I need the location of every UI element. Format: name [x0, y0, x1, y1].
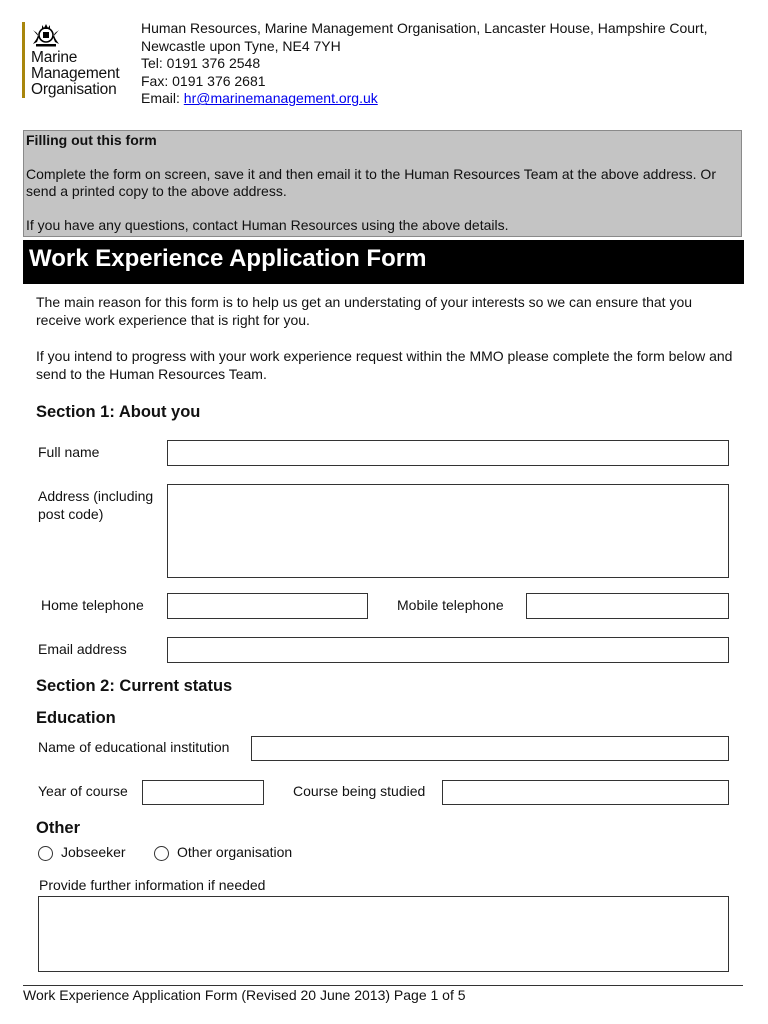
page-footer: Work Experience Application Form (Revised 20 June 2013) Page 1 of 5 — [23, 985, 743, 1003]
course-label: Course being studied — [293, 783, 426, 799]
mobile-telephone-label: Mobile telephone — [397, 597, 504, 613]
jobseeker-label: Jobseeker — [61, 844, 126, 860]
instructions-para-2: If you have any questions, contact Human Resources using the above details. — [26, 217, 509, 233]
form-title: Work Experience Application Form — [23, 240, 744, 284]
royal-crest-icon — [30, 22, 62, 48]
mobile-telephone-field[interactable] — [526, 593, 729, 619]
logo-line-1: Marine — [31, 49, 78, 66]
address-field[interactable] — [167, 484, 729, 578]
mmo-logo — [22, 22, 142, 100]
address-label-line-1: Address (including — [38, 488, 154, 504]
education-heading: Education — [36, 709, 116, 727]
instructions-heading: Filling out this form — [26, 132, 157, 148]
logo-line-2: Management — [31, 65, 120, 82]
course-field[interactable] — [442, 780, 729, 805]
other-heading: Other — [36, 819, 81, 837]
further-info-label: Provide further information if needed — [39, 877, 266, 893]
address-line-1: Human Resources, Marine Management Organisation, Lancaster House, Hampshire Court, — [141, 20, 708, 36]
logo-line-3: Organisation — [31, 81, 117, 98]
intro-para-2: If you intend to progress with your work experience request within the MMO please complete the form below and send to the Human Resources Team. — [36, 348, 733, 382]
logo-text — [31, 50, 119, 98]
address-label-line-2: post code) — [38, 506, 104, 522]
other-organisation-radio[interactable] — [154, 846, 169, 861]
intro-para-1: The main reason for this form is to help us get an understating of your interests so we can ensure that you receive work experience that is right for you. — [36, 294, 693, 328]
year-of-course-label: Year of course — [38, 783, 128, 799]
institution-field[interactable] — [251, 736, 729, 761]
other-organisation-label: Other organisation — [177, 844, 293, 860]
institution-label: Name of educational institution — [38, 739, 230, 755]
home-telephone-label: Home telephone — [41, 597, 144, 613]
contact-details — [141, 20, 708, 108]
instructions-box — [23, 130, 742, 237]
email-label: Email: — [141, 90, 184, 107]
full-name-field[interactable] — [167, 440, 729, 466]
address-line-2: Newcastle upon Tyne, NE4 7YH — [141, 37, 341, 54]
email-address-label: Email address — [38, 641, 127, 657]
section-2-heading: Section 2: Current status — [36, 677, 233, 695]
instructions-para-1: Complete the form on screen, save it and then email it to the Human Resources Team at the above address. Or send a printed copy to the above address. — [26, 166, 716, 199]
address-label — [38, 487, 153, 523]
logo-bar — [22, 22, 25, 98]
telephone: Tel: 0191 376 2548 — [141, 55, 261, 72]
fax: Fax: 0191 376 2681 — [141, 72, 266, 89]
home-telephone-field[interactable] — [167, 593, 368, 619]
email-link[interactable]: hr@marinemanagement.org.uk — [183, 90, 378, 107]
email-line — [141, 90, 708, 108]
full-name-label: Full name — [38, 444, 100, 460]
email-address-field[interactable] — [167, 637, 729, 663]
section-1-heading: Section 1: About you — [36, 403, 201, 421]
further-info-field[interactable] — [38, 896, 729, 972]
year-of-course-field[interactable] — [142, 780, 264, 805]
jobseeker-radio[interactable] — [38, 846, 53, 861]
